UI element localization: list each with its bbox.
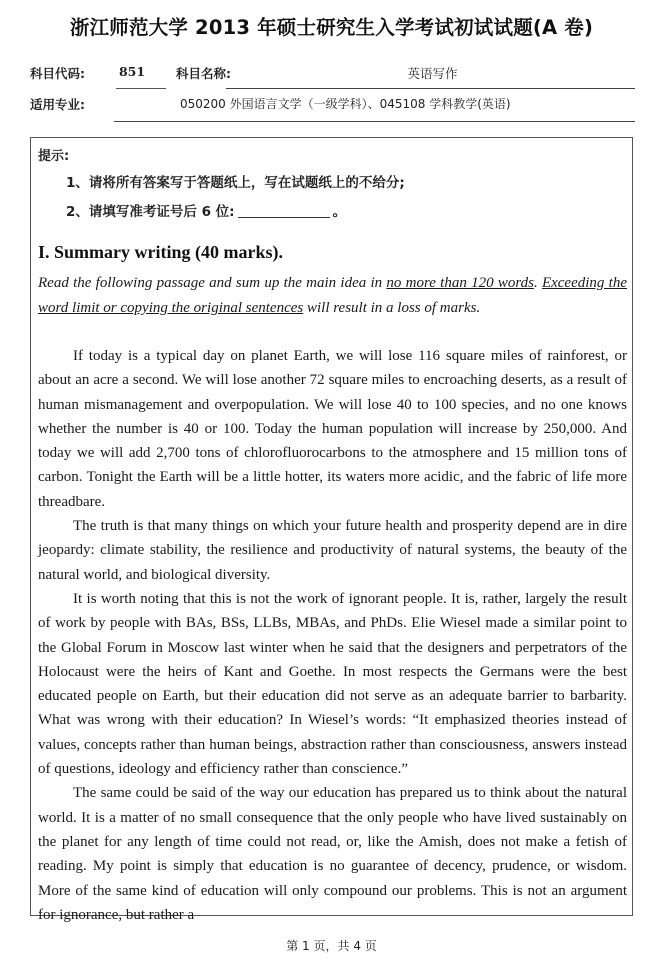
subject-code-label: 科目代码: bbox=[30, 66, 85, 81]
instr-text: will result in a loss of marks. bbox=[303, 300, 481, 316]
instr-word-limit: no more than 120 words bbox=[386, 275, 534, 291]
question-box bbox=[30, 137, 633, 923]
instr-text: . bbox=[533, 275, 542, 291]
subject-code-value: 851 bbox=[118, 64, 146, 79]
instr-penalty: Exceeding the word limit or copying the original sentences bbox=[38, 275, 627, 316]
exam-title: 浙江师范大学 2013 年硕士研究生入学考试初试试题(A 卷) bbox=[69, 16, 594, 39]
subject-code-underline bbox=[116, 88, 166, 89]
major-value: 050200 外国语言文学（一级学科）、045108 学科教学(英语) bbox=[180, 97, 511, 111]
subject-name-underline bbox=[226, 88, 635, 89]
section-heading: I. Summary writing (40 marks). bbox=[38, 242, 283, 262]
passage-paragraph: The same could be said of the way our education has prepared us to think about the natural world. It is a matter of no small consequence that the only people who have lived sustainably on the planet for any length of time could not read, or, like the Amish, does not make a fetish of reading. My point is simply that education is no guarantee of decency, prudence, or wisdom. More of the same kind of education will only compound our problems. This is not an argument for ignorance, but rather a bbox=[38, 785, 627, 923]
major-underline bbox=[114, 121, 635, 122]
subject-name-label: 科目名称: bbox=[176, 66, 231, 81]
notice-item-2-end: 。 bbox=[332, 204, 347, 220]
notice-item-2 bbox=[66, 200, 346, 220]
section-instructions bbox=[38, 271, 627, 321]
page-indicator: 第 1 页，共 4 页 bbox=[286, 939, 377, 953]
subject-name-value: 英语写作 bbox=[407, 66, 458, 81]
notice-item-2-text: 2、请填写准考证号后 6 位: bbox=[66, 204, 235, 220]
passage-paragraph: If today is a typical day on planet Earth, we will lose 116 square miles of rainforest, or about an acre a second. We will lose another 72 square miles to encroaching deserts, as a result of human mismanagement and overpopulation. We will lose 40 to 100 species, and no one knows whether the number is 40 or 100. Today the human population will increase by 250,000. And today we will add 2,700 tons of chlorofluorocarbons to the atmosphere and 15 million tons of carbon. Tonight the Earth will be a little hotter, its waters more acidic, and the fabric of life more threadbare. bbox=[38, 348, 627, 510]
reading-passage bbox=[38, 344, 627, 927]
exam-number-blank[interactable] bbox=[238, 217, 330, 218]
passage-paragraph: It is worth noting that this is not the work of ignorant people. It is, rather, largely the result of work by people with BAs, BSs, LLBs, MBAs, and PhDs. Elie Wiesel made a similar point to the Global Forum in Moscow last winter when he said that the designers and perpetrators of the Holocaust were the heirs of Kant and Goethe. In most respects the Germans were the best educated people on Earth, but their education did not serve as an adequate barrier to barbarity. What was wrong with their education? In Wiesel’s words: “It emphasized theories instead of values, concepts rather than human beings, abstraction rather than consciousness, answers instead of questions, ideology and efficiency rather than conscience.” bbox=[38, 590, 627, 778]
notice-title: 提示: bbox=[38, 149, 70, 164]
major-label: 适用专业: bbox=[30, 97, 85, 112]
instr-text: Read the following passage and sum up the main idea in bbox=[38, 275, 387, 291]
major-row bbox=[30, 95, 635, 123]
notice-item-1: 1、请将所有答案写于答题纸上，写在试题纸上的不给分; bbox=[66, 175, 405, 191]
subject-row bbox=[30, 64, 635, 92]
passage-paragraph: The truth is that many things on which your future health and prosperity depend are in dire jeopardy: climate stability, the resilience and productivity of natural systems, the beauty of the natural world, and biological diversity. bbox=[38, 518, 627, 583]
